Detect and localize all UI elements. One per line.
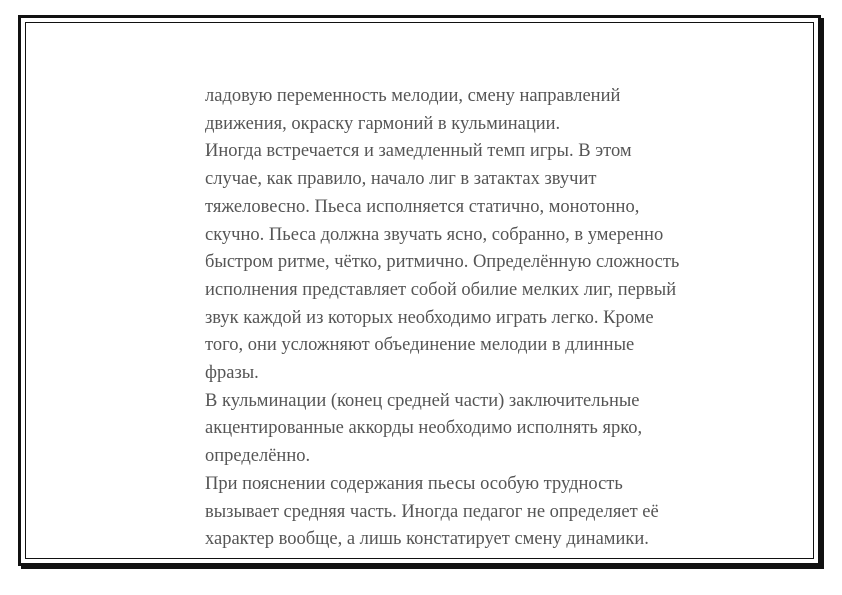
text-line: ладовую переменность мелодии, смену направлений: [205, 86, 621, 106]
text-line: определённо.: [205, 446, 311, 467]
text-line: Иногда встречается и замедленный темп игры. В этом: [205, 141, 632, 162]
text-line: того, они усложняют объединение мелодии в длинные: [205, 335, 635, 356]
text-line: быстром ритме, чётко, ритмично. Определённую сложность: [205, 252, 680, 273]
text-line: случае, как правило, начало лиг в затактах звучит: [205, 169, 597, 190]
text-line: акцентированные аккорды необходимо исполнять ярко,: [205, 418, 643, 439]
text-line: фразы.: [205, 363, 259, 384]
text-line: скучно. Пьеса должна звучать ясно, собранно, в умеренно: [205, 224, 664, 245]
text-line: исполнения представляет собой обилие мелких лиг, первый: [205, 279, 677, 300]
text-line: В кульминации (конец средней части) заключительные: [205, 390, 640, 411]
text-line: При пояснении содержания пьесы особую трудность: [205, 473, 623, 494]
text-line: звук каждой из которых необходимо играть легко. Кроме: [205, 307, 654, 328]
text-body: [205, 83, 745, 554]
text-line: тяжеловесно. Пьеса исполняется статично, монотонно,: [205, 196, 640, 217]
text-line: характер вообще, а лишь констатирует смену динамики.: [205, 529, 649, 550]
text-line: движения, окраску гармоний в кульминации.: [205, 113, 561, 134]
text-line: вызывает средняя часть. Иногда педагог не определяет её: [205, 501, 659, 522]
